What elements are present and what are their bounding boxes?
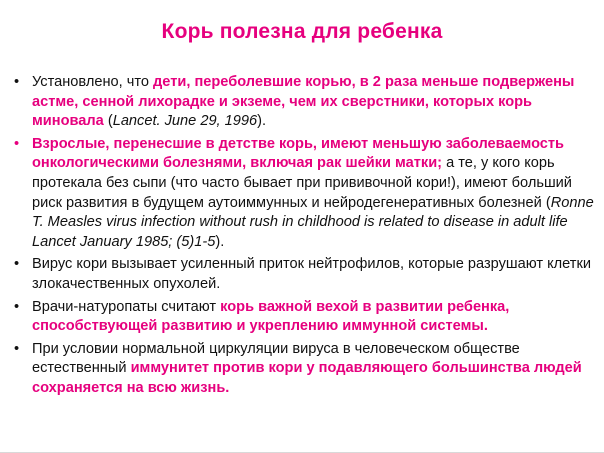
bullet-dot-icon: • xyxy=(14,135,20,152)
bullet-list xyxy=(14,73,594,402)
bullet-text: а те, у кого корь протекала без сыпи (что часто бывает при прививочной кори!), имеют больший риск развития в будущем аутоиммунных и нейродегенеративных болезней ( xyxy=(32,155,572,211)
bullet-citation: Ronne T. Measles virus infection without rush in childhood is related to disease in adult life Lancet January 1985; (5)1-5 xyxy=(32,194,594,250)
bullet-highlight: иммунитет против кори у подавляющего большинства людей сохраняется на всю жизнь. xyxy=(32,360,582,396)
bullet-item xyxy=(14,298,594,337)
bullet-dot-icon: • xyxy=(14,74,20,90)
bullet-citation: Lancet. June 29, 1996 xyxy=(112,113,258,130)
bullet-item xyxy=(14,340,594,399)
bullet-text: ). xyxy=(215,233,225,250)
bullet-text: ). xyxy=(257,113,267,130)
bullet-item xyxy=(14,73,594,132)
bullet-item xyxy=(14,255,594,294)
bullet-highlight: Взрослые, перенесшие в детстве корь, имеют меньшую заболеваемость онкологическими болезнями, включая рак шейки матки; xyxy=(32,135,565,172)
bullet-text: Вирус кори вызывает усиленный приток нейтрофилов, которые разрушают клетки злокачественных опухолей. xyxy=(32,256,592,292)
bullet-dot-icon: • xyxy=(14,298,20,315)
bullet-dot-icon: • xyxy=(14,340,20,357)
bullet-highlight: дети, переболевшие корью, в 2 раза меньше подвержены астме, сенной лихорадке и экземе, чем их сверстники, которых корь миновала xyxy=(32,74,575,130)
bullet-item xyxy=(14,135,594,253)
slide-title: Корь полезна для ребенка xyxy=(161,20,443,43)
bullet-text: ( xyxy=(103,113,113,130)
bullet-text: Врачи-натуропаты считают xyxy=(32,298,221,315)
bullet-highlight: корь важной вехой в развитии ребенка, способствующей развитию и укреплению иммунной системы. xyxy=(32,298,510,335)
bullet-dot-icon: • xyxy=(14,256,20,273)
bullet-text: Установлено, что xyxy=(32,74,154,90)
bullet-text: При условии нормальной циркуляции вируса в человеческом обществе естественный xyxy=(32,340,520,377)
